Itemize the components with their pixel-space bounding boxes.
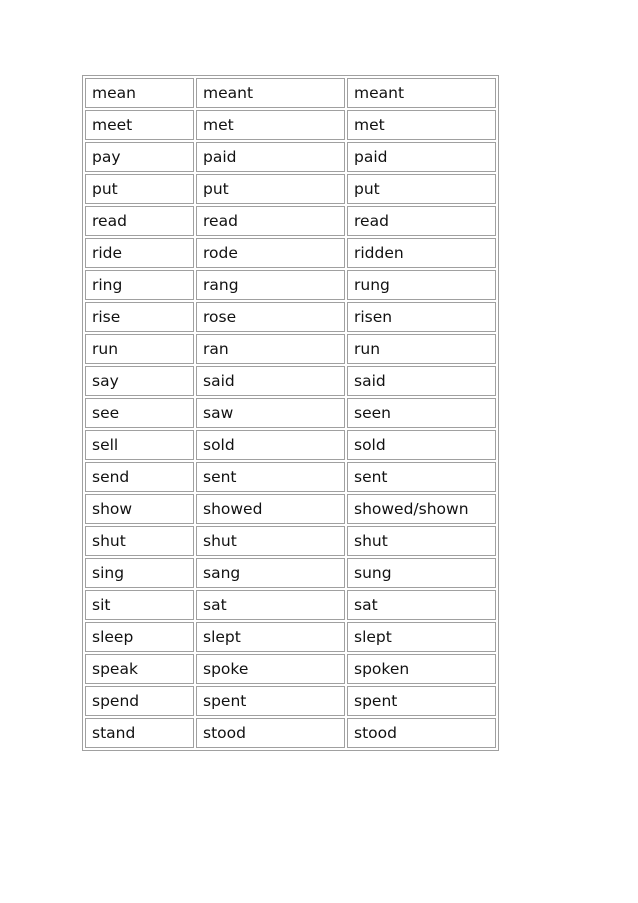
table-row — [85, 334, 496, 364]
past-simple-cell: rose — [196, 302, 345, 332]
table-row — [85, 622, 496, 652]
past-simple-cell: ran — [196, 334, 345, 364]
past-participle-cell: risen — [347, 302, 496, 332]
base-form-cell: sell — [85, 430, 194, 460]
base-form-cell: see — [85, 398, 194, 428]
table-row — [85, 366, 496, 396]
past-simple-cell: slept — [196, 622, 345, 652]
table-row — [85, 718, 496, 748]
table-row — [85, 206, 496, 236]
past-simple-cell: met — [196, 110, 345, 140]
table-body — [85, 78, 496, 748]
past-simple-cell: stood — [196, 718, 345, 748]
base-form-cell: run — [85, 334, 194, 364]
base-form-cell: show — [85, 494, 194, 524]
past-participle-cell: sold — [347, 430, 496, 460]
past-simple-cell: paid — [196, 142, 345, 172]
base-form-cell: sleep — [85, 622, 194, 652]
past-simple-cell: saw — [196, 398, 345, 428]
past-simple-cell: meant — [196, 78, 345, 108]
past-participle-cell: paid — [347, 142, 496, 172]
table-row — [85, 398, 496, 428]
past-simple-cell: rang — [196, 270, 345, 300]
past-simple-cell: sang — [196, 558, 345, 588]
past-participle-cell: sat — [347, 590, 496, 620]
past-participle-cell: rung — [347, 270, 496, 300]
base-form-cell: meet — [85, 110, 194, 140]
past-simple-cell: shut — [196, 526, 345, 556]
table-row — [85, 494, 496, 524]
table-row — [85, 302, 496, 332]
base-form-cell: ride — [85, 238, 194, 268]
past-simple-cell: sat — [196, 590, 345, 620]
past-simple-cell: put — [196, 174, 345, 204]
past-participle-cell: meant — [347, 78, 496, 108]
past-simple-cell: rode — [196, 238, 345, 268]
table-row — [85, 174, 496, 204]
past-participle-cell: run — [347, 334, 496, 364]
past-participle-cell: ridden — [347, 238, 496, 268]
base-form-cell: send — [85, 462, 194, 492]
base-form-cell: pay — [85, 142, 194, 172]
table-row — [85, 558, 496, 588]
irregular-verbs-table — [82, 75, 499, 751]
base-form-cell: mean — [85, 78, 194, 108]
table-row — [85, 526, 496, 556]
table-row — [85, 238, 496, 268]
base-form-cell: say — [85, 366, 194, 396]
past-participle-cell: sent — [347, 462, 496, 492]
base-form-cell: stand — [85, 718, 194, 748]
base-form-cell: read — [85, 206, 194, 236]
past-participle-cell: spent — [347, 686, 496, 716]
past-participle-cell: spoken — [347, 654, 496, 684]
past-simple-cell: read — [196, 206, 345, 236]
base-form-cell: ring — [85, 270, 194, 300]
table-row — [85, 430, 496, 460]
past-participle-cell: showed/shown — [347, 494, 496, 524]
base-form-cell: put — [85, 174, 194, 204]
past-participle-cell: shut — [347, 526, 496, 556]
past-simple-cell: spent — [196, 686, 345, 716]
past-simple-cell: showed — [196, 494, 345, 524]
table-row — [85, 686, 496, 716]
table-row — [85, 78, 496, 108]
past-participle-cell: seen — [347, 398, 496, 428]
past-participle-cell: sung — [347, 558, 496, 588]
table-row — [85, 110, 496, 140]
table-row — [85, 142, 496, 172]
base-form-cell: sit — [85, 590, 194, 620]
table-row — [85, 590, 496, 620]
base-form-cell: rise — [85, 302, 194, 332]
past-participle-cell: slept — [347, 622, 496, 652]
past-simple-cell: sold — [196, 430, 345, 460]
base-form-cell: speak — [85, 654, 194, 684]
base-form-cell: sing — [85, 558, 194, 588]
past-simple-cell: said — [196, 366, 345, 396]
base-form-cell: shut — [85, 526, 194, 556]
past-simple-cell: sent — [196, 462, 345, 492]
past-participle-cell: put — [347, 174, 496, 204]
past-simple-cell: spoke — [196, 654, 345, 684]
past-participle-cell: said — [347, 366, 496, 396]
past-participle-cell: stood — [347, 718, 496, 748]
table-row — [85, 462, 496, 492]
past-participle-cell: met — [347, 110, 496, 140]
table-row — [85, 270, 496, 300]
past-participle-cell: read — [347, 206, 496, 236]
table-row — [85, 654, 496, 684]
base-form-cell: spend — [85, 686, 194, 716]
